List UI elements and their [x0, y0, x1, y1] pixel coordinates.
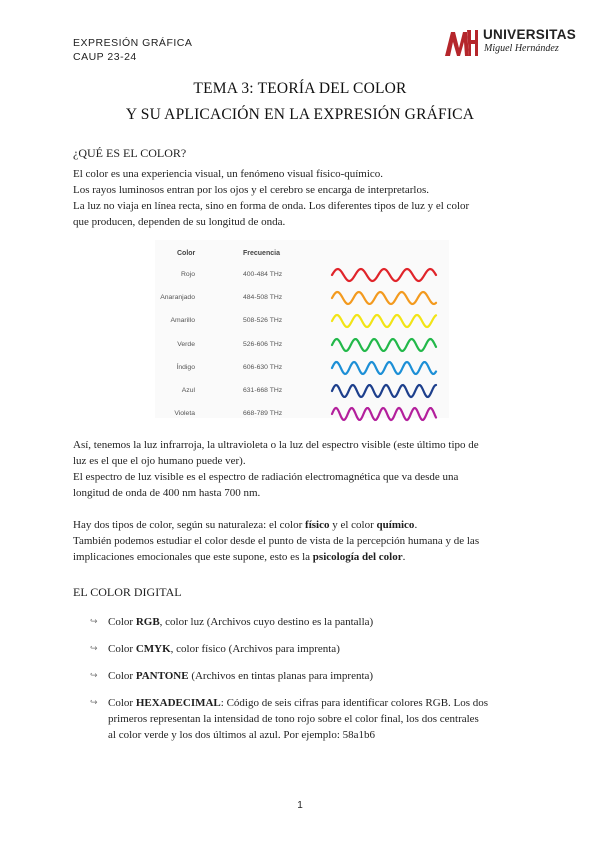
wave-row-frequency: 631-668 THz [243, 387, 283, 394]
wave-icon [330, 289, 438, 307]
paragraph: Los rayos luminosos entran por los ojos y el cerebro se encarga de interpretarlos. [73, 184, 429, 196]
section-heading-what-is-color: ¿QUÉ ES EL COLOR? [73, 146, 187, 160]
page-title-line-1: TEMA 3: TEORÍA DEL COLOR [193, 80, 407, 97]
table-header-color: Color [177, 250, 196, 257]
wave-icon [330, 359, 438, 377]
wave-row-name: Violeta [174, 410, 195, 418]
umh-logo-icon [443, 28, 479, 58]
paragraph-color-types: Hay dos tipos de color, según su naturaleza: el color físico y el color químico. [73, 519, 418, 531]
section-heading-digital-color: EL COLOR DIGITAL [73, 585, 182, 599]
course-label: CAUP 23-24 [73, 51, 137, 63]
wave-row-name: Rojo [181, 271, 195, 278]
page-title-line-2: Y SU APLICACIÓN EN LA EXPRESIÓN GRÁFICA [125, 106, 475, 123]
arrow-icon: ↪ [90, 617, 98, 627]
wave-row-frequency: 400-484 THz [243, 271, 283, 278]
paragraph: luz es el que el ojo humano puede ver). [73, 455, 246, 467]
wavelength-table-figure [155, 240, 449, 418]
wave-icon [330, 405, 438, 423]
arrow-icon: ↪ [90, 644, 98, 654]
paragraph: También podemos estudiar el color desde el punto de vista de la percepción humana y de las [73, 535, 480, 547]
paragraph: longitud de onda de 400 nm hasta 700 nm. [73, 487, 261, 499]
wave-row-name: Anaranjado [160, 294, 195, 302]
wave-row-name: Amarillo [170, 317, 195, 325]
paragraph-psychology: implicaciones emocionales que este supone, esto es la psicología del color. [73, 551, 406, 563]
bold-term-fisico: físico [305, 519, 330, 531]
paragraph: Así, tenemos la luz infrarroja, la ultravioleta o la luz del espectro visible (este último tipo de [73, 439, 479, 451]
page-number: 1 [297, 800, 303, 811]
logo-title: UNIVERSITAS [483, 27, 577, 42]
paragraph: El espectro de luz visible es el espectro de radiación electromagnética que va desde una [73, 471, 459, 483]
wave-icon [330, 336, 438, 354]
table-header-frequency: Frecuencia [243, 250, 280, 257]
wave-icon [330, 382, 438, 400]
wave-row-name: Índigo [176, 363, 195, 371]
paragraph: La luz no viaja en línea recta, sino en forma de onda. Los diferentes tipos de luz y el color [73, 200, 470, 212]
wave-icon [330, 266, 438, 284]
wave-icon [330, 312, 438, 330]
wave-row-name: Verde [177, 340, 195, 348]
wave-row-frequency: 606-630 THz [243, 363, 283, 371]
document-header [73, 36, 192, 64]
subject-label: EXPRESIÓN GRÁFICA [73, 37, 193, 49]
paragraph: que producen, dependen de su longitud de onda. [73, 216, 286, 228]
bold-term-quimico: químico [376, 519, 415, 531]
arrow-icon: ↪ [90, 698, 98, 708]
logo-subtitle: Miguel Hernández [484, 43, 559, 54]
wave-row-name: Azul [181, 387, 195, 394]
paragraph: El color es una experiencia visual, un fenómeno visual físico-químico. [73, 168, 384, 180]
wave-row-frequency: 668-789 THz [243, 410, 283, 418]
bold-term-psicologia: psicología del color [312, 551, 403, 563]
wave-row-frequency: 484-508 THz [243, 294, 283, 302]
arrow-icon: ↪ [90, 671, 98, 681]
university-logo [443, 26, 577, 60]
wave-row-frequency: 508-526 THz [243, 317, 283, 325]
wave-row-frequency: 526-606 THz [243, 340, 283, 348]
